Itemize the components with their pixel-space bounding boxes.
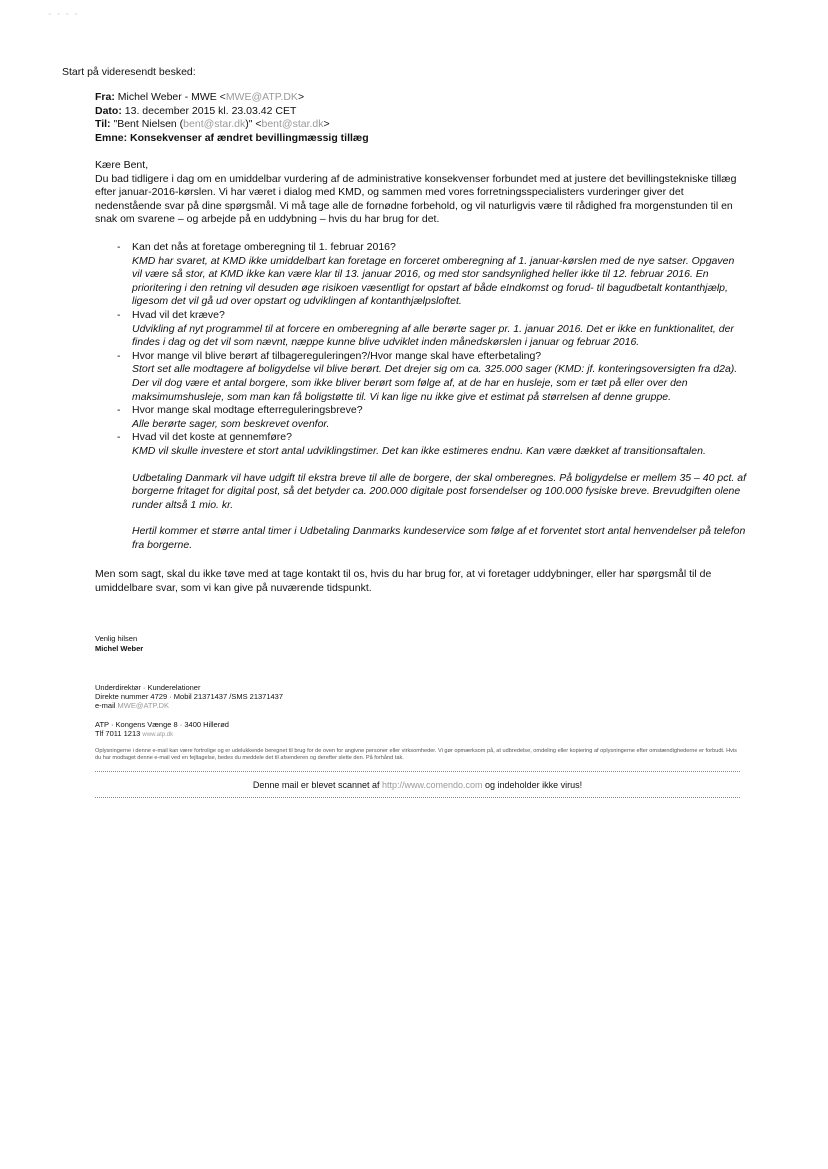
email-body bbox=[95, 159, 745, 227]
signature-greeting: Venlig hilsen bbox=[95, 634, 138, 643]
scan-notice bbox=[95, 780, 740, 790]
subject-label: Emne: bbox=[95, 131, 128, 144]
answer-4: Alle berørte sager, som beskrevet ovenfor. bbox=[132, 417, 330, 430]
date-label: Dato: bbox=[95, 104, 122, 117]
answer-5: KMD vil skulle investere et stort antal udviklingstimer. Det kan ikke estimeres endnu. Kan være dækket af transitionsaftalen. bbox=[132, 444, 706, 457]
to-line bbox=[95, 118, 369, 132]
subject-value: Konsekvenser af ændret bevillingmæssig tillæg bbox=[130, 131, 369, 144]
answer-3: Stort set alle modtagere af boligydelse vil blive berørt. Det drejer sig om ca. 325.000 sager (KMD: jf. konteringsoversigten fra d2a). Der vil dog være et antal borgere, som ikke bliver berørt som følge af, at de har en husleje, som er tæt på eller over den maksimumshusleje, som man kan få boligstøtte til. Vi kan lige nu ikke give et estimat på størrelsen af denne gruppe. bbox=[132, 363, 738, 403]
scan-notice-after: og indeholder ikke virus! bbox=[482, 780, 583, 790]
question-2: - Hvad vil det kræve? bbox=[117, 309, 747, 323]
contact-email-link[interactable]: MWE@ATP.DK bbox=[117, 701, 170, 710]
signature-name: Michel Weber bbox=[95, 643, 144, 653]
question-3: - Hvor mange vil blive berørt af tilbagereguleringen?/Hvor mange skal have efterbetaling? bbox=[117, 350, 747, 364]
subject-line bbox=[95, 132, 369, 146]
qa-list bbox=[117, 241, 747, 552]
to-name: "Bent Nielsen ( bbox=[113, 118, 184, 130]
closing-paragraph: Men som sagt, skal du ikke tøve med at tage kontakt til os, hvis du har brug for, at vi foretager uddybninger, eller har spørgsmål til de umiddelbare svar, som vi kan give på nuværende tidspunkt. bbox=[95, 568, 712, 594]
disclaimer: Oplysningerne i denne e-mail kan være fortrolige og er udelukkende beregnet til brug for de oven for angivne personer eller virksomheder. Vi gør opmærksom på, at udbredelse, omdeling eller kopiering af oplysningerne efter omstændighederne er forbudt. Hvis du har modtaget denne e-mail ved en fejltagelse, bedes du meddele det til afsenderen og derefter slette den. På forhånd tak. bbox=[95, 748, 737, 761]
from-name: Michel Weber - MWE < bbox=[117, 91, 226, 103]
scan-artifact: - - - - bbox=[48, 8, 79, 20]
contact-block bbox=[95, 683, 283, 710]
email-header bbox=[95, 91, 369, 145]
signature bbox=[95, 634, 143, 653]
divider-top bbox=[95, 771, 740, 772]
question-1: - Kan det nås at foretage omberegning til 1. februar 2016? bbox=[117, 241, 747, 255]
intro-paragraph: Du bad tidligere i dag om en umiddelbar vurdering af de administrative konsekvenser forbundet med at justere det bevillingstekniske tillæg efter januar-2016-kørslen. Vi har været i dialog med KMD, og sammen med vores forretningsspecialisters vurderinger giver det nedenstående svar på dine spørgsmål. Vi må tage alle de fornødne forbehold, og vil naturligvis være til rådighed fra morgenstunden til en snak om svarene – og arbejde på en uddybning – hvis du har brug for det. bbox=[95, 172, 737, 225]
forward-intro: Start på videresendt besked: bbox=[62, 66, 196, 78]
to-mid: )" < bbox=[245, 118, 262, 130]
question-5: - Hvad vil det koste at gennemføre? bbox=[117, 431, 747, 445]
contact-phones: Direkte nummer 4729 · Mobil 21371437 /SMS 21371437 bbox=[95, 692, 284, 701]
comendo-link[interactable]: http://www.comendo.com bbox=[381, 780, 483, 790]
answer-1: KMD har svaret, at KMD ikke umiddelbart kan foretage en forceret omberegning af 1. januar-kørslen med de nye satser. Opgaven vil være så stor, at KMD ikke kan være klar til 13. januar 2016, og med stor sandsynlighed heller ikke til 12. februar 2016. En prioritering i den retning vil desuden øge risikoen væsentligt for opstart af både eIndkomst og forud- til bagudbetalt kontanthjælp, ligesom det vil gå ud over opstart og udviklingen af kontanthjælpsloftet. bbox=[132, 254, 735, 308]
email-label: e-mail bbox=[95, 701, 116, 710]
phone-line bbox=[95, 729, 229, 740]
address-line: ATP · Kongens Vænge 8 · 3400 Hillerød bbox=[95, 720, 229, 729]
to-email-link-1[interactable]: bent@star.dk bbox=[183, 118, 246, 130]
date-value: 13. december 2015 kl. 23.03.42 CET bbox=[124, 104, 297, 117]
from-label: Fra: bbox=[95, 91, 115, 103]
website-link[interactable]: www.atp.dk bbox=[142, 732, 174, 738]
from-line bbox=[95, 91, 369, 105]
answer-2: Udvikling af nyt programmel til at forcere en omberegning af alle berørte sager pr. 1. januar 2016. Det er ikke en funktionalitet, der findes i dag og det vil som nævnt, næppe kunne blive udviklet inden månedskørslen i januar og februar 2016. bbox=[132, 322, 734, 349]
greeting: Kære Bent, bbox=[95, 159, 149, 171]
to-end: > bbox=[323, 118, 330, 130]
to-email-link-2[interactable]: bent@star.dk bbox=[261, 118, 324, 130]
from-end: > bbox=[297, 91, 305, 103]
question-4: - Hvor mange skal modtage efterreguleringsbreve? bbox=[117, 404, 747, 418]
extra-paragraph-1: Udbetaling Danmark vil have udgift til ekstra breve til alle de borgere, der skal omberegnes. På boligydelse er mellem 35 – 40 pct. af borgerne fritaget for digital post, så det betyder ca. 200.000 digitale post forsendelser og 100.000 fysiske breve. Brevudgiften olene runder altså 1 mio. kr. bbox=[132, 471, 746, 511]
phone-number: Tlf 7011 1213 bbox=[95, 729, 141, 738]
contact-title: Underdirektør · Kunderelationer bbox=[95, 683, 201, 692]
to-label: Til: bbox=[95, 118, 111, 130]
from-email-link[interactable]: MWE@ATP.DK bbox=[225, 91, 298, 103]
divider-bottom bbox=[95, 797, 740, 798]
date-line bbox=[95, 105, 369, 119]
address-block bbox=[95, 720, 229, 740]
contact-email-line bbox=[95, 701, 283, 710]
scan-notice-before: Denne mail er blevet scannet af bbox=[252, 780, 382, 790]
extra-paragraph-2: Hertil kommer et større antal timer i Udbetaling Danmarks kundeservice som følge af et forventet stort antal henvendelser på telefon fra borgerne. bbox=[132, 525, 746, 551]
